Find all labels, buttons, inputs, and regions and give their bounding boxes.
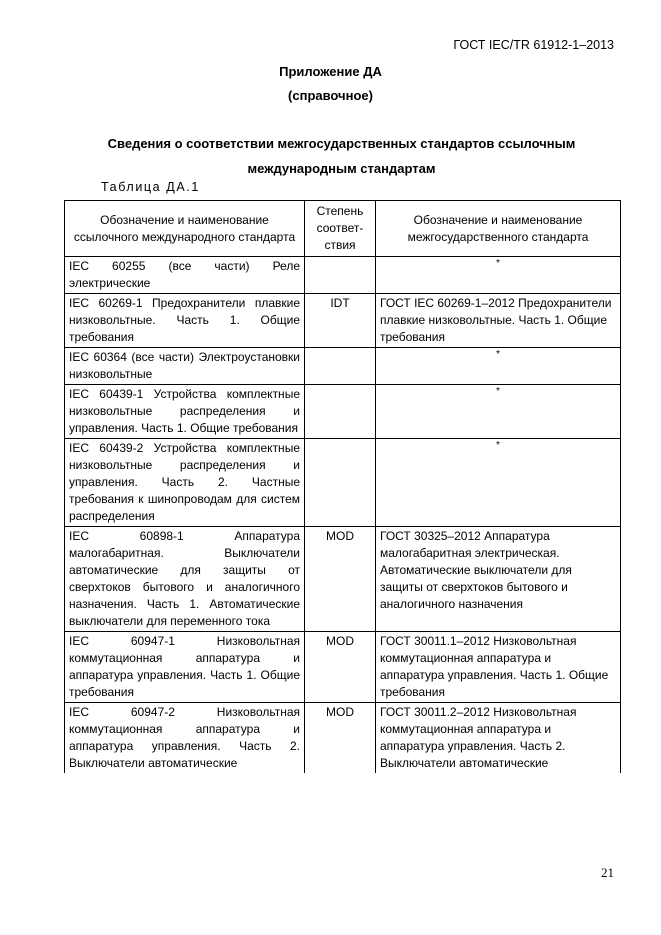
cell-interstate: * (376, 439, 621, 527)
cell-intl: IEC 60439-1 Устройства комплектные низковольтные распределения и управления. Часть 1. Общие требования (65, 385, 305, 439)
table-row (65, 703, 621, 774)
document-code: ГОСТ IEC/TR 61912-1–2013 (453, 38, 614, 52)
page-number: 21 (601, 865, 614, 880)
header-intl-standard: Обозначение и наименование ссылочного международного стандарта (65, 201, 305, 257)
table-header-row (65, 201, 621, 257)
cell-interstate: ГОСТ IEC 60269-1–2012 Предохранители плавкие низковольтные. Часть 1. Общие требования (376, 294, 621, 348)
table-row (65, 527, 621, 632)
appendix-title: Приложение ДА (279, 64, 382, 79)
header-degree: Степень соответ-ствия (305, 201, 376, 257)
cell-interstate: * (376, 348, 621, 385)
standards-table (64, 200, 621, 773)
table-caption: Таблица ДА.1 (101, 180, 200, 194)
cell-degree: MOD (305, 703, 376, 774)
header-interstate-standard: Обозначение и наименование межгосударственного стандарта (376, 201, 621, 257)
cell-degree (305, 348, 376, 385)
cell-intl: IEC 60439-2 Устройства комплектные низковольтные распределения и управления. Часть 2. Частные требования к шинопроводам для систем распределения (65, 439, 305, 527)
cell-intl: IEC 60364 (все части) Электроустановки низковольтные (65, 348, 305, 385)
table-row (65, 294, 621, 348)
cell-degree (305, 257, 376, 294)
cell-intl: IEC 60898-1 Аппаратура малогабаритная. Выключатели автоматические для защиты от сверхтоков бытового и аналогичного назначения. Часть 1. Автоматические выключатели для переменного тока (65, 527, 305, 632)
cell-degree: MOD (305, 527, 376, 632)
appendix-subtitle: (справочное) (288, 88, 373, 103)
cell-degree (305, 385, 376, 439)
cell-degree: MOD (305, 632, 376, 703)
table-row (65, 348, 621, 385)
cell-interstate: ГОСТ 30011.2–2012 Низковольтная коммутационная аппаратура и аппаратура управления. Часть 2. Выключатели автоматические (376, 703, 621, 774)
cell-interstate: ГОСТ 30011.1–2012 Низковольтная коммутационная аппаратура и аппаратура управления. Часть 1. Общие требования (376, 632, 621, 703)
cell-intl: IEC 60947-1 Низковольтная коммутационная аппаратура и аппаратура управления. Часть 1. Общие требования (65, 632, 305, 703)
cell-intl: IEC 60269-1 Предохранители плавкие низковольтные. Часть 1. Общие требования (65, 294, 305, 348)
table-row (65, 257, 621, 294)
cell-degree (305, 439, 376, 527)
table-row (65, 385, 621, 439)
cell-intl: IEC 60947-2 Низковольтная коммутационная аппаратура и аппаратура управления. Часть 2. Выключатели автоматические (65, 703, 305, 774)
cell-degree: IDT (305, 294, 376, 348)
cell-intl: IEC 60255 (все части) Реле электрические (65, 257, 305, 294)
cell-interstate: ГОСТ 30325–2012 Аппаратура малогабаритная электрическая. Автоматические выключатели для защиты от сверхтоков бытового и аналогичного назначения (376, 527, 621, 632)
cell-interstate: * (376, 385, 621, 439)
table-row (65, 439, 621, 527)
table-row (65, 632, 621, 703)
cell-interstate: * (376, 257, 621, 294)
section-title: Сведения о соответствии межгосударственных стандартов ссылочным международным стандартам (107, 136, 576, 176)
